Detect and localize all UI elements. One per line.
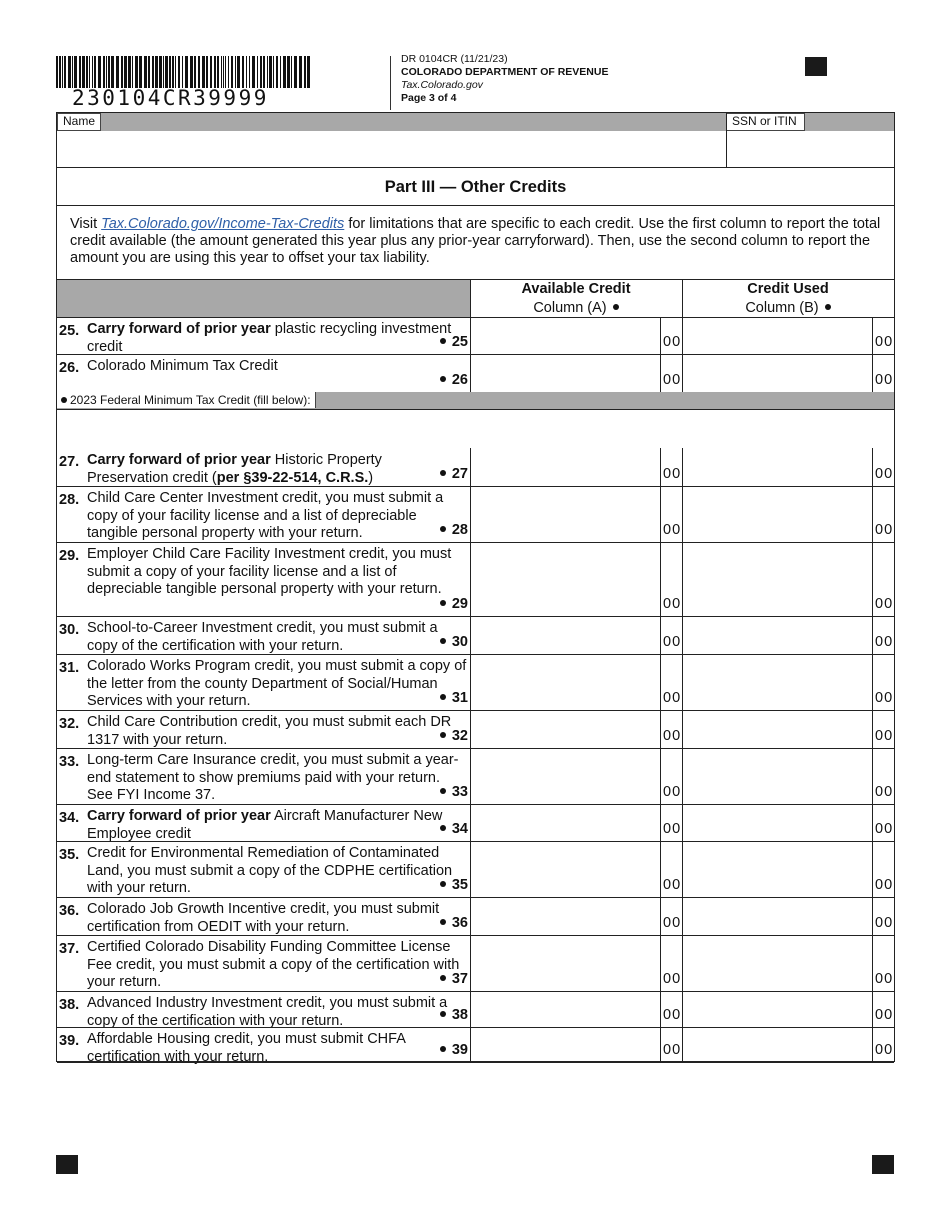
line-26-available-credit-input[interactable] [471,354,660,392]
required-dot-icon [440,788,446,794]
line-34-available-credit-input[interactable] [471,804,660,841]
line-reference: 38 [417,1007,468,1023]
line-reference: 31 [417,690,468,706]
barcode-bar [198,56,200,88]
credit-line-25 [57,317,894,354]
federal-min-tax-input[interactable] [57,410,894,448]
line-37-credit-used-input[interactable] [683,935,872,991]
barcode-bar [56,56,58,88]
credit-line-33 [57,748,894,804]
barcode-bar [152,56,154,88]
barcode-number: 230104CR39999 [72,86,269,110]
intro-text: Visit Tax.Colorado.gov/Income-Tax-Credits for limitations that are specific to each credit. Use the first column to report the total credit available (the amount generated this year plus any prior-year carryforward). Then, use the second column to report the amount you are using this year to offset your tax liability. [70,216,881,266]
cents-b: 00 [875,1042,894,1058]
line-description: School-to-Career Investment credit, you must submit a copy of the certification with your return. [87,620,438,654]
line-28-credit-used-input[interactable] [683,486,872,542]
barcode-bar [132,56,133,88]
barcode-bar [307,56,310,88]
line-34-credit-used-input[interactable] [683,804,872,841]
required-dot-icon [440,1046,446,1052]
cents-a: 00 [663,1007,682,1023]
required-dot-icon [440,919,446,925]
line-28-available-credit-input[interactable] [471,486,660,542]
line-description: Affordable Housing credit, you must submit CHFA certification with your return. [87,1031,406,1065]
barcode-bar [64,56,66,88]
line-27-credit-used-input[interactable] [683,448,872,486]
line-26-credit-used-input[interactable] [683,354,872,392]
barcode-bar [280,56,281,88]
barcode-bar [231,56,233,88]
form-header [401,53,608,105]
federal-min-tax-label: 2023 Federal Minimum Tax Credit (fill below): [57,392,316,408]
line-description: Carry forward of prior year Historic Property Preservation credit (per §39-22-514, C.R.S.) [87,452,382,486]
line-reference: 37 [417,971,468,987]
line-27-available-credit-input[interactable] [471,448,660,486]
line-number: 31. [59,660,80,676]
credit-line-28 [57,486,894,542]
line-description: Child Care Contribution credit, you must submit each DR 1317 with your return. [87,714,452,748]
line-reference: 26 [417,372,468,388]
line-number: 29. [59,548,80,564]
line-reference: 36 [417,915,468,931]
form-id: DR 0104CR (11/21/23) [401,53,508,65]
credit-line-38 [57,991,894,1027]
line-description: Advanced Industry Investment credit, you must submit a copy of the certification with your return. [87,995,448,1029]
line-number: 25. [59,323,80,339]
cents-b: 00 [875,372,894,388]
line-description: Colorado Job Growth Incentive credit, you must submit certification from OEDIT with your return. [87,901,440,935]
line-32-available-credit-input[interactable] [471,710,660,748]
barcode-bar [89,56,90,88]
column-a-header: Available Credit Column (A) [521,281,631,316]
barcode-bar [294,56,297,88]
line-description: Child Care Center Investment credit, you must submit a copy of your facility license and a list of depreciable tangible personal property with your return. [87,490,444,541]
line-29-credit-used-input[interactable] [683,542,872,616]
cents-b: 00 [875,1007,894,1023]
barcode-bar [202,56,205,88]
line-number: 38. [59,997,80,1013]
line-reference: 27 [417,466,468,482]
required-dot-icon [440,526,446,532]
required-dot-icon [440,338,446,344]
line-description: Certified Colorado Disability Funding Committee License Fee credit, you must submit a copy of the certification with your return. [87,939,460,990]
credit-line-30 [57,616,894,654]
barcode-bar [235,56,236,88]
barcode-bar [139,56,142,88]
cents-b: 00 [875,821,894,837]
line-25-available-credit-input[interactable] [471,317,660,354]
cents-b: 00 [875,971,894,987]
line-description: Credit for Environmental Remediation of Contaminated Land, you must submit a copy of the CDPHE certification with your return. [87,845,453,896]
required-dot-icon [440,881,446,887]
federal-min-tax-bar [57,392,894,409]
barcode-bar [210,56,212,88]
barcode-bar [217,56,219,88]
barcode-bar [185,56,188,88]
line-reference: 34 [417,821,468,837]
line-37-available-credit-input[interactable] [471,935,660,991]
column-b-header: Credit Used Column (B) [745,281,829,316]
line-reference: 35 [417,877,468,893]
line-36-credit-used-input[interactable] [683,897,872,935]
barcode-bar [108,56,110,88]
line-38-available-credit-input[interactable] [471,991,660,1027]
line-number: 26. [59,360,80,376]
line-description: Long-term Care Insurance credit, you must submit a year-end statement to show premiums paid with your return. See FYI Income 37. [87,752,459,803]
cents-a: 00 [663,634,682,650]
barcode-bar [276,56,278,88]
barcode-bar [221,56,222,88]
barcode-bar [190,56,193,88]
barcode-bar [299,56,302,88]
credit-line-35 [57,841,894,897]
barcode-bar [249,56,250,88]
line-39-available-credit-input[interactable] [471,1027,660,1062]
barcode-bar [165,56,168,88]
barcode-bar [228,56,229,88]
page-number: Page 3 of 4 [401,92,457,104]
header-divider [390,56,391,110]
line-reference: 25 [417,334,468,350]
barcode-bar [72,56,73,88]
barcode-bar [178,56,180,88]
line-description: Colorado Works Program credit, you must submit a copy of the letter from the county Department of Social/Human Services with your return. [87,658,467,709]
line-number: 28. [59,492,80,508]
required-dot-icon [440,376,446,382]
line-description: Carry forward of prior year plastic recycling investment credit [87,321,452,355]
barcode-bar [237,56,240,88]
credit-line-37 [57,935,894,991]
cents-b: 00 [875,466,894,482]
line-reference: 32 [417,728,468,744]
barcode-bar [242,56,244,88]
cents-b: 00 [875,596,894,612]
barcode-bar [206,56,208,88]
barcode-bar [225,56,226,88]
barcode-bar [269,56,272,88]
barcode-bar [106,56,107,88]
line-29-available-credit-input[interactable] [471,542,660,616]
cents-a: 00 [663,372,682,388]
line-36-available-credit-input[interactable] [471,897,660,935]
cents-b: 00 [875,522,894,538]
line-number: 39. [59,1033,80,1049]
cents-a: 00 [663,915,682,931]
required-dot-icon [61,397,67,403]
required-dot-icon [440,732,446,738]
line-32-credit-used-input[interactable] [683,710,872,748]
barcode-bar [128,56,131,88]
credit-line-36 [57,897,894,935]
barcode-bar [116,56,119,88]
barcode-bar [169,56,171,88]
line-31-available-credit-input[interactable] [471,654,660,710]
agency-name: COLORADO DEPARTMENT OF REVENUE [401,66,609,78]
barcode-bar [304,56,306,88]
name-header-bar [57,113,726,131]
line-number: 36. [59,903,80,919]
line-35-credit-used-input[interactable] [683,841,872,897]
barcode-bar [98,56,101,88]
cents-b: 00 [875,877,894,893]
line-reference: 33 [417,784,468,800]
cents-b: 00 [875,728,894,744]
part-title: Part III — Other Credits [384,178,567,196]
line-38-credit-used-input[interactable] [683,991,872,1027]
line-number: 35. [59,847,80,863]
line-description: Colorado Minimum Tax Credit [87,358,278,374]
barcode-bar [194,56,196,88]
barcode-bar [74,56,77,88]
line-33-credit-used-input[interactable] [683,748,872,804]
barcode-bar [263,56,265,88]
cents-a: 00 [663,334,682,350]
cents-a: 00 [663,877,682,893]
name-label: Name [57,113,101,131]
barcode-bar [163,56,164,88]
cents-a: 00 [663,728,682,744]
credit-line-27 [57,448,894,486]
cents-a: 00 [663,466,682,482]
barcode-bar [155,56,158,88]
line-number: 37. [59,941,80,957]
barcode-bar [111,56,114,88]
barcode [56,56,310,88]
barcode-bar [144,56,147,88]
cents-b: 00 [875,334,894,350]
line-39-credit-used-input[interactable] [683,1027,872,1062]
barcode-bar [82,56,85,88]
required-dot-icon [440,638,446,644]
registration-mark-top-right [805,57,827,76]
line-reference: 39 [417,1042,468,1058]
ssn-input[interactable] [727,131,894,167]
required-dot-icon [440,975,446,981]
barcode-bar [135,56,138,88]
cents-a: 00 [663,784,682,800]
cents-a: 00 [663,596,682,612]
barcode-bar [121,56,123,88]
line-35-available-credit-input[interactable] [471,841,660,897]
barcode-bar [86,56,88,88]
registration-mark-bottom-right [872,1155,894,1174]
line-description: Carry forward of prior year Aircraft Manufacturer New Employee credit [87,808,443,842]
registration-mark-bottom-left [56,1155,78,1174]
cents-a: 00 [663,1042,682,1058]
credit-line-34 [57,804,894,841]
barcode-bar [260,56,262,88]
line-31-credit-used-input[interactable] [683,654,872,710]
barcode-bar [59,56,61,88]
barcode-bar [291,56,292,88]
barcode-bar [257,56,258,88]
required-dot-icon [440,470,446,476]
line-number: 33. [59,754,80,770]
barcode-bar [214,56,216,88]
line-33-available-credit-input[interactable] [471,748,660,804]
credit-line-32 [57,710,894,748]
required-dot-icon [440,825,446,831]
barcode-bar [92,56,93,88]
barcode-bar [172,56,174,88]
barcode-bar [103,56,105,88]
line-number: 27. [59,454,80,470]
barcode-bar [252,56,255,88]
line-reference: 29 [417,596,468,612]
credits-form [56,112,895,1065]
line-description: Employer Child Care Facility Investment credit, you must submit a copy of your facility license and a list of depreciable tangible personal property with your return. [87,546,452,597]
line-number: 34. [59,810,80,826]
credit-line-29 [57,542,894,616]
credit-line-39 [57,1027,894,1065]
line-number: 30. [59,622,80,638]
required-dot-icon [440,600,446,606]
credit-line-31 [57,654,894,710]
barcode-bar [148,56,150,88]
barcode-bar [283,56,286,88]
line-reference: 30 [417,634,468,650]
barcode-bar [273,56,274,88]
barcode-bar [267,56,268,88]
line-30-available-credit-input[interactable] [471,616,660,654]
barcode-bar [62,56,63,88]
line-25-credit-used-input[interactable] [683,317,872,354]
barcode-bar [94,56,96,88]
required-dot-icon [440,1011,446,1017]
cents-a: 00 [663,690,682,706]
barcode-bar [287,56,290,88]
line-30-credit-used-input[interactable] [683,616,872,654]
line-number: 32. [59,716,80,732]
barcode-bar [79,56,81,88]
required-dot-icon [440,694,446,700]
cents-b: 00 [875,915,894,931]
barcode-bar [175,56,176,88]
agency-website: Tax.Colorado.gov [401,79,483,91]
credit-line-26 [57,354,894,392]
line-reference: 28 [417,522,468,538]
cents-a: 00 [663,971,682,987]
credits-link[interactable]: Tax.Colorado.gov/Income-Tax-Credits [101,216,345,232]
barcode-bar [246,56,247,88]
cents-b: 00 [875,634,894,650]
cents-a: 00 [663,522,682,538]
barcode-bar [68,56,71,88]
barcode-bar [159,56,162,88]
column-header-gray [57,280,470,317]
name-input[interactable] [57,131,726,167]
cents-a: 00 [663,821,682,837]
ssn-label: SSN or ITIN [726,113,805,131]
barcode-bar [182,56,183,88]
barcode-bar [223,56,224,88]
cents-b: 00 [875,690,894,706]
cents-b: 00 [875,784,894,800]
barcode-bar [124,56,127,88]
